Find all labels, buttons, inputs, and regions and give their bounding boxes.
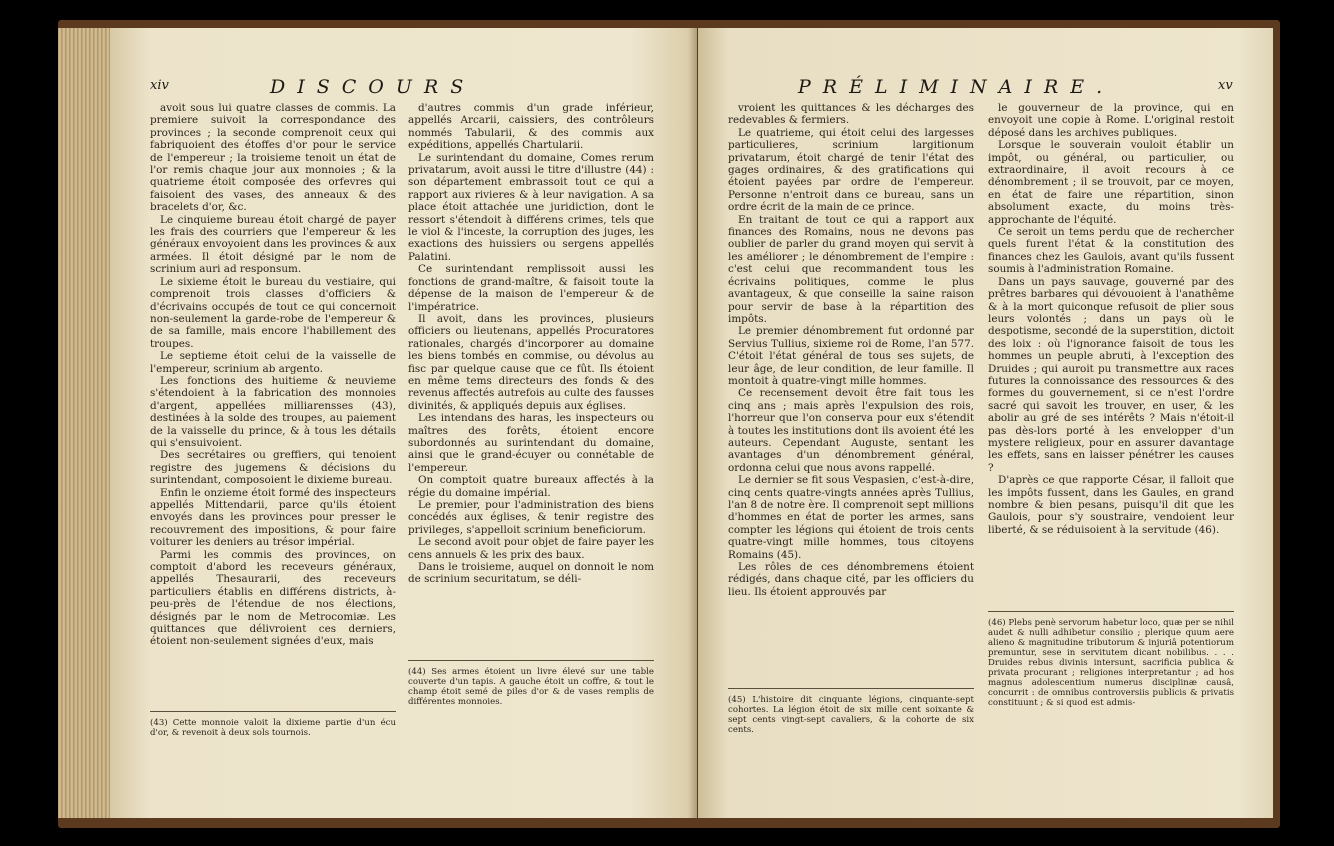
right-running-title: PRÉLIMINAIRE. (798, 76, 1115, 98)
paragraph: Les fonctions des huitieme & neuvieme s'étendoient à la fabrication des monnoies d'argent, appellées milliarensses (43), destinées à la solde des troupes, au paiement de la vaisselle du prince, & à tous les détails qui s'ensuivoient. (150, 374, 396, 449)
left-running-title: DISCOURS (270, 76, 476, 98)
paragraph: En traitant de tout ce qui a rapport aux finances des Romains, nous ne devons pas oublier de parler du grand moyen qui servit à les améliorer ; le dénombrement de l'empire : c'est celui que recommandent tous les écrivains politiques, comme le plus avantageux, & que conseille la saine raison pour servir de base à la répartition des impôts. (728, 213, 974, 325)
paragraph: Le quatrieme, qui étoit celui des largesses particulieres, scrinium largitionum privatarum, étoit chargé de tenir l'état des gages ordinaires, & des gratifications qui étoient payées par ordre de l'empereur. Personne n'entroit dans ce bureau, sans un ordre écrit de la main de ce prince. (728, 126, 974, 214)
footnote-46: (46) Plebs penè servorum habetur loco, quæ per se nihil audet & nulli adhibetur consilio ; plerique quum aere alieno & magnitudine tributorum & injuriâ potentiorum premuntur, sese in servitutem dicant nobilibus. . . . Druides rebus divinis intersunt, sacrificia publica & privata procurant ; religiones interpretantur ; ad hos magnus adolescentium numerus disciplinæ causâ, concurrit : de omnibus controversiis publicis & privatis constituunt ; & si quod est admis- (988, 618, 1234, 708)
paragraph: Enfin le onzieme étoit formé des inspecteurs appellés Mittendarii, parce qu'ils étoient envoyés dans les provinces pour presser le recouvrement des impositions, & pour faire voiturer les deniers au trésor impérial. (150, 486, 396, 549)
paragraph: d'autres commis d'un grade inférieur, appellés Arcarii, caissiers, des contrôleurs nommés Tabularii, & des commis aux expéditions, appellés Chartularii. (408, 102, 654, 152)
footnote-rule (150, 711, 396, 712)
footnote-43: (43) Cette monnoie valoit la dixieme partie d'un écu d'or, & revenoit à deux sols tournois. (150, 718, 396, 738)
left-page (110, 28, 697, 818)
paragraph: Le cinquieme bureau étoit chargé de payer les frais des courriers que l'empereur & les généraux envoyoient dans les provinces & aux armées. Il étoit désigné par le nom de scrinium auri ad responsum. (150, 213, 396, 276)
paragraph: Ce surintendant remplissoit aussi les fonctions de grand-maître, & faisoit toute la dépense de la maison de l'empereur & de l'impératrice. (408, 263, 654, 313)
paragraph: Des secrétaires ou greffiers, qui tenoient registre des jugemens & décisions du surintendant, composoient le dixieme bureau. (150, 449, 396, 487)
paragraph: Lorsque le souverain vouloit établir un impôt, ou général, ou particulier, ou extraordinaire, il avoit recours à ce dénombrement ; il se trouvoit, par ce moyen, en état de faire une répartition, sinon absolument exacte, du moins très-approchante de l'équité. (988, 139, 1234, 226)
paragraph: Le premier, pour l'administration des biens concédés aux églises, & tenir registre des privileges, s'appelloit scrinium beneficiorum. (408, 499, 654, 536)
paragraph: D'après ce que rapporte César, il falloit que les impôts fussent, dans les Gaules, en grand nombre & bien pesans, puisqu'il dit que les Gaulois, pour s'y soustraire, vendoient leur liberté, & se réduisoient à la servitude (46). (988, 474, 1234, 536)
paragraph: On comptoit quatre bureaux affectés à la régie du domaine impérial. (408, 474, 654, 499)
left-folio: xiv (150, 78, 169, 93)
paragraph: Il avoit, dans les provinces, plusieurs officiers ou lieutenans, appellés Procuratores rationales, chargés d'incorporer au domaine les biens tombés en commise, ou dévolus au fisc par quelque cause que ce fût. Ils étoient en même tems directeurs des fonds & des revenus affectés autrefois au culte des fausses divinités, & appliqués depuis aux églises. (408, 312, 654, 412)
paragraph: Le septieme étoit celui de la vaisselle de l'empereur, scrinium ab argento. (150, 350, 396, 375)
paragraph: avoit sous lui quatre classes de commis. La premiere suivoit la correspondance des provinces ; la seconde comprenoit ceux qui fabriquoient des étoffes d'or pour le service de l'empereur ; la troisieme tenoit un état de l'or remis chaque jour aux monnoies ; & la quatrieme étoit composée des orfevres qui faisoient des vases, des anneaux & des bracelets d'or, &c. (150, 102, 396, 214)
footnote-rule (988, 611, 1234, 612)
paragraph: Le surintendant du domaine, Comes rerum privatarum, avoit aussi le titre d'illustre (44) : son département embrassoit tout ce qui a rapport aux rivieres & à leur navigation. A sa place étoit attachée une juridiction, dont le ressort s'étendoit à différens crimes, tels que le viol & l'inceste, la corruption des juges, les exactions des huissiers ou sergens appellés Palatini. (408, 151, 654, 263)
paragraph: vroient les quittances & les décharges des redevables & fermiers. (728, 102, 974, 127)
page-edges (58, 28, 110, 818)
footnote-rule (408, 660, 654, 661)
right-page (698, 28, 1273, 818)
left-column-1 (150, 102, 396, 648)
paragraph: Parmi les commis des provinces, on comptoit d'abord les receveurs généraux, appellés Thesaurarii, des receveurs particuliers établis en différens districts, à-peu-près de l'étendue de nos élections, désignés par le nom de Metrocomiæ. Les quittances que délivroient ces derniers, étoient non-seulement signées d'eux, mais (150, 548, 396, 648)
footnote-45: (45) L'histoire dit cinquante légions, cinquante-sept cohortes. La légion étoit de six mille cent soixante & sept cents vingt-sept cavaliers, & la cohorte de six cents. (728, 695, 974, 735)
paragraph: Ce seroit un tems perdu que de rechercher quels furent l'état & la constitution des finances chez les Gaulois, avant qu'ils fussent soumis à l'administration Romaine. (988, 226, 1234, 276)
right-folio: xv (1218, 78, 1233, 93)
paragraph: Les rôles de ces dénombremens étoient rédigés, dans chaque cité, par les officiers du lieu. Ils étoient approuvés par (728, 561, 974, 598)
paragraph: Le sixieme étoit le bureau du vestiaire, qui comprenoit trois classes d'officiers & d'écrivains occupés de tout ce qui concernoit non-seulement la garde-robe de l'empereur & de sa famille, mais encore l'habillement des troupes. (150, 275, 396, 350)
paragraph: Le premier dénombrement fut ordonné par Servius Tullius, sixieme roi de Rome, l'an 577. C'étoit l'état général de tous ses sujets, de leur âge, de leur condition, de leur famille. Il montoit à quatre-vingt mille hommes. (728, 325, 974, 387)
paragraph: Le second avoit pour objet de faire payer les cens annuels & les prix des baux. (408, 536, 654, 561)
right-column-2 (988, 102, 1234, 536)
paragraph: Ce recensement devoit être fait tous les cinq ans ; mais après l'expulsion des rois, l'horreur que l'on conserva pour eux s'étendit à toutes les institutions dont ils avoient été les auteurs. Cependant Auguste, sentant les avantages d'un dénombrement général, ordonna celui que nous avons rappellé. (728, 387, 974, 474)
paragraph: Le dernier se fit sous Vespasien, c'est-à-dire, cinq cents quatre-vingts années après Tullius, l'an 8 de notre ère. Il comprenoit sept millions d'hommes en état de porter les armes, sans compter les légions qui étoient de trois cents quatre-vingt mille hommes, tous citoyens Romains (45). (728, 474, 974, 561)
paragraph: Les intendans des haras, les inspecteurs ou maîtres des forêts, étoient encore subordonnés au surintendant du domaine, ainsi que le grand-écuyer ou connétable de l'empereur. (408, 412, 654, 474)
footnote-44: (44) Ses armes étoient un livre élevé sur une table couverte d'un tapis. A gauche étoit un coffre, & tout le champ étoit semé de piles d'or & de vases remplis de différentes monnoies. (408, 667, 654, 707)
left-column-2 (408, 102, 654, 586)
paragraph: le gouverneur de la province, qui en envoyoit une copie à Rome. L'original restoit déposé dans les archives publiques. (988, 102, 1234, 139)
footnote-rule (728, 688, 974, 689)
right-column-1 (728, 102, 974, 598)
paragraph: Dans le troisieme, auquel on donnoit le nom de scrinium securitatum, se déli- (408, 561, 654, 586)
open-book (58, 20, 1280, 828)
paragraph: Dans un pays sauvage, gouverné par des prêtres barbares qui dévouoient à l'anathême & à la mort quiconque refusoit de plier sous leurs volontés ; dans un pays où le despotisme, secondé de la superstition, dictoit des loix : où l'ignorance faisoit de tous les hommes un peuple abruti, à l'exception des Druides ; qui auroit pu transmettre aux races futures la connoissance des ressources & des formes du gouvernement, si ce n'est l'ordre sacré qui savoit les trouver, en user, & les abolir au gré de ses intérêts ? Mais n'étoit-il pas dès-lors porté à les envelopper d'un mystere religieux, pour en assurer davantage les effets, sans en laisser pénétrer les causes ? (988, 275, 1234, 474)
